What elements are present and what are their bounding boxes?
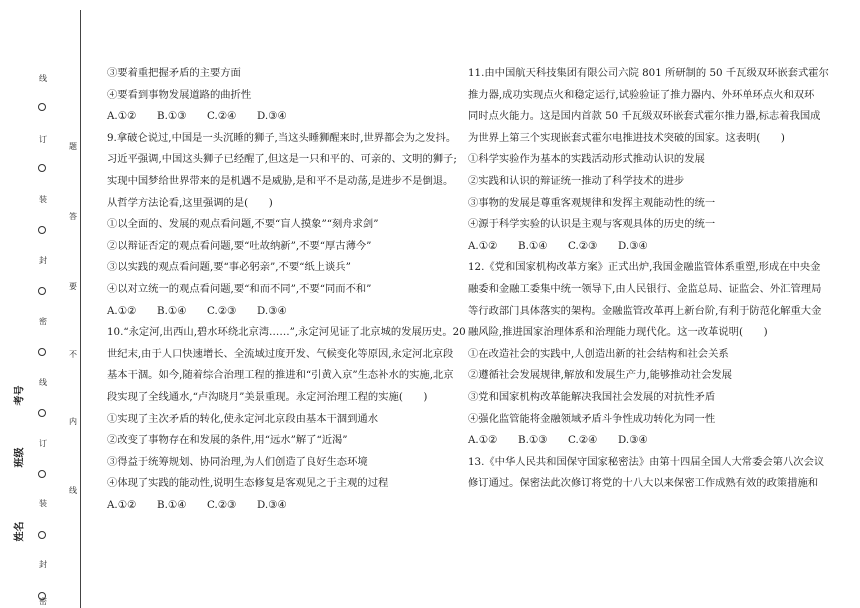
binding-line xyxy=(80,10,81,608)
binding-circle-icon xyxy=(38,348,46,356)
question-text-line: ④体现了实践的能动性,说明生态修复是客观见之于主观的过程 xyxy=(107,477,389,490)
question-text-line: 等行政部门具体落实的架构。金融监管改革再上新台阶,有利于防范化解重大金 xyxy=(468,304,822,317)
no-answer-notice-char: 不 xyxy=(69,350,77,359)
binding-mark-char: 封 xyxy=(39,256,47,265)
no-answer-notice-char: 线 xyxy=(69,486,77,495)
binding-mark-char: 装 xyxy=(39,499,47,508)
binding-circle-icon xyxy=(38,470,46,478)
binding-mark-char: 封 xyxy=(39,560,47,569)
question-text-line: ①在改造社会的实践中,人创造出新的社会结构和社会关系 xyxy=(468,347,729,360)
question-text-line: 修订通过。保密法此次修订将党的十八大以来保密工作成熟有效的政策措施和 xyxy=(468,477,819,490)
answer-option: D.③④ xyxy=(618,239,648,252)
question-text-line: 12.《党和国家机构改革方案》正式出炉,我国金融监管体系重塑,形成在中央金 xyxy=(468,261,821,274)
binding-circle-icon xyxy=(38,226,46,234)
name-field-label: 姓名 xyxy=(14,521,26,542)
question-text-line: ②改变了事物存在和发展的条件,用“远水”解了“近渴” xyxy=(107,434,348,447)
question-text-line: ④要看到事物发展道路的曲折性 xyxy=(107,88,252,101)
question-text-line: ①以全面的、发展的观点看问题,不要“盲人摸象”“刻舟求剑” xyxy=(107,218,379,231)
class-field-label: 班级 xyxy=(14,447,26,468)
binding-gutter xyxy=(0,0,84,608)
question-text-line: ①实现了主次矛盾的转化,使永定河北京段由基本干涸到通水 xyxy=(107,412,378,425)
binding-mark-char: 订 xyxy=(39,439,47,448)
question-text-line: 9.拿破仑说过,中国是一头沉睡的狮子,当这头睡狮醒来时,世界都会为之发抖。 xyxy=(107,131,457,144)
question-text-line: 实现中国梦给世界带来的是机遇不是威胁,是和平不是动荡,是进步不是倒退。 xyxy=(107,174,454,187)
question-text-line: 段实现了全线通水,“卢沟晓月”美景重现。永定河治理工程的实施( ) xyxy=(107,390,428,403)
binding-circle-icon xyxy=(38,164,46,172)
right-column xyxy=(468,63,829,495)
question-text-line: ③以实践的观点看问题,要“事必躬亲”,不要“纸上谈兵” xyxy=(107,261,351,274)
question-text-line: ②遵循社会发展规律,解放和发展生产力,能够推动社会发展 xyxy=(468,369,732,382)
question-text-line: ②实践和认识的辩证统一推动了科学技术的进步 xyxy=(468,174,685,187)
question-text-line: 为世界上第三个实现嵌套式霍尔电推进技术突破的国家。这表明( ) xyxy=(468,131,785,144)
answer-options xyxy=(107,106,452,128)
answer-option: C.②④ xyxy=(207,110,237,123)
answer-option: A.①② xyxy=(107,304,137,317)
binding-circle-icon xyxy=(38,287,46,295)
question-text-line: ③得益于统筹规划、协同治理,为人们创造了良好生态环境 xyxy=(107,455,368,468)
no-answer-notice-char: 要 xyxy=(69,282,77,291)
binding-mark-char: 密 xyxy=(39,597,47,606)
question-text-line: ①科学实验作为基本的实践活动形式推动认识的发展 xyxy=(468,153,705,166)
no-answer-notice-char: 答 xyxy=(69,212,77,221)
question-text-line: 推力器,成功实现点火和稳定运行,试验验证了推力器内、外环单环点火和双环 xyxy=(468,88,815,101)
question-text-line: 基本干涸。如今,随着综合治理工程的推进和“引黄入京”生态补水的实施,北京 xyxy=(107,369,454,382)
answer-option: C.②③ xyxy=(207,498,237,511)
question-text-line: 10.“永定河,出西山,碧水环绕北京湾……”,永定河见证了北京城的发展历史。20 xyxy=(107,326,466,339)
binding-mark-char: 密 xyxy=(39,317,47,326)
no-answer-notice-char: 题 xyxy=(69,142,77,151)
left-column xyxy=(107,63,466,516)
answer-option: C.②③ xyxy=(207,304,237,317)
answer-option: B.①④ xyxy=(157,498,187,511)
answer-option: C.②③ xyxy=(568,239,598,252)
answer-options xyxy=(468,236,813,258)
question-text-line: 11.由中国航天科技集团有限公司六院 801 所研制的 50 千瓦级双环嵌套式霍尔 xyxy=(468,67,829,79)
answer-option: B.①③ xyxy=(518,434,548,447)
answer-option: D.③④ xyxy=(257,110,287,123)
answer-options xyxy=(468,430,813,452)
binding-mark-char: 线 xyxy=(39,74,47,83)
question-text-line: 融风险,推进国家治理体系和治理能力现代化。这一改革说明( ) xyxy=(468,326,768,339)
answer-option: A.①② xyxy=(107,498,137,511)
question-text-line: 从哲学方法论看,这里强调的是( ) xyxy=(107,196,273,209)
question-text-line: ②以辩证否定的观点看问题,要“吐故纳新”,不要“厚古薄今” xyxy=(107,239,372,252)
answer-option: C.②④ xyxy=(568,434,598,447)
question-text-line: 同时点火能力。这是国内首款 50 千瓦级双环嵌套式霍尔推力器,标志着我国成 xyxy=(468,110,821,123)
binding-circle-icon xyxy=(38,103,46,111)
question-text-line: ④强化监管能将金融领域矛盾斗争性成功转化为同一性 xyxy=(468,412,716,425)
binding-circle-icon xyxy=(38,592,46,600)
answer-option: B.①④ xyxy=(157,304,187,317)
question-text-line: 习近平强调,中国这头狮子已经醒了,但这是一只和平的、可亲的、文明的狮子; xyxy=(107,153,457,166)
question-text-line: ④源于科学实验的认识是主观与客观具体的历史的统一 xyxy=(468,218,716,231)
question-text-line: ③要着重把握矛盾的主要方面 xyxy=(107,67,241,79)
answer-option: A.①② xyxy=(107,110,137,123)
answer-option: D.③④ xyxy=(257,304,287,317)
answer-option: B.①④ xyxy=(518,239,548,252)
answer-option: A.①② xyxy=(468,239,498,252)
question-text-line: 世纪末,由于人口快速增长、全流域过度开发、气候变化等原因,永定河北京段 xyxy=(107,347,454,360)
no-answer-notice-char: 内 xyxy=(69,417,77,426)
binding-circle-icon xyxy=(38,409,46,417)
answer-option: D.③④ xyxy=(257,498,287,511)
answer-options xyxy=(107,495,452,517)
answer-option: B.①③ xyxy=(157,110,187,123)
binding-mark-char: 装 xyxy=(39,195,47,204)
answer-options xyxy=(107,301,452,323)
binding-mark-char: 线 xyxy=(39,378,47,387)
question-text-line: 融委和金融工委集中统一领导下,由人民银行、金监总局、证监会、外汇管理局 xyxy=(468,282,822,295)
answer-option: D.③④ xyxy=(618,434,648,447)
question-text-line: ③事物的发展是尊重客观规律和发挥主观能动性的统一 xyxy=(468,196,716,209)
binding-mark-char: 订 xyxy=(39,135,47,144)
binding-circle-icon xyxy=(38,531,46,539)
question-text-line: ④以对立统一的观点看问题,要“和而不同”,不要“同而不和” xyxy=(107,282,372,295)
question-text-line: 13.《中华人民共和国保守国家秘密法》由第十四届全国人大常委会第八次会议 xyxy=(468,455,825,468)
question-text-line: ③党和国家机构改革能解决我国社会发展的对抗性矛盾 xyxy=(468,390,716,403)
answer-option: A.①② xyxy=(468,434,498,447)
exam-number-field-label: 考号 xyxy=(14,385,26,406)
